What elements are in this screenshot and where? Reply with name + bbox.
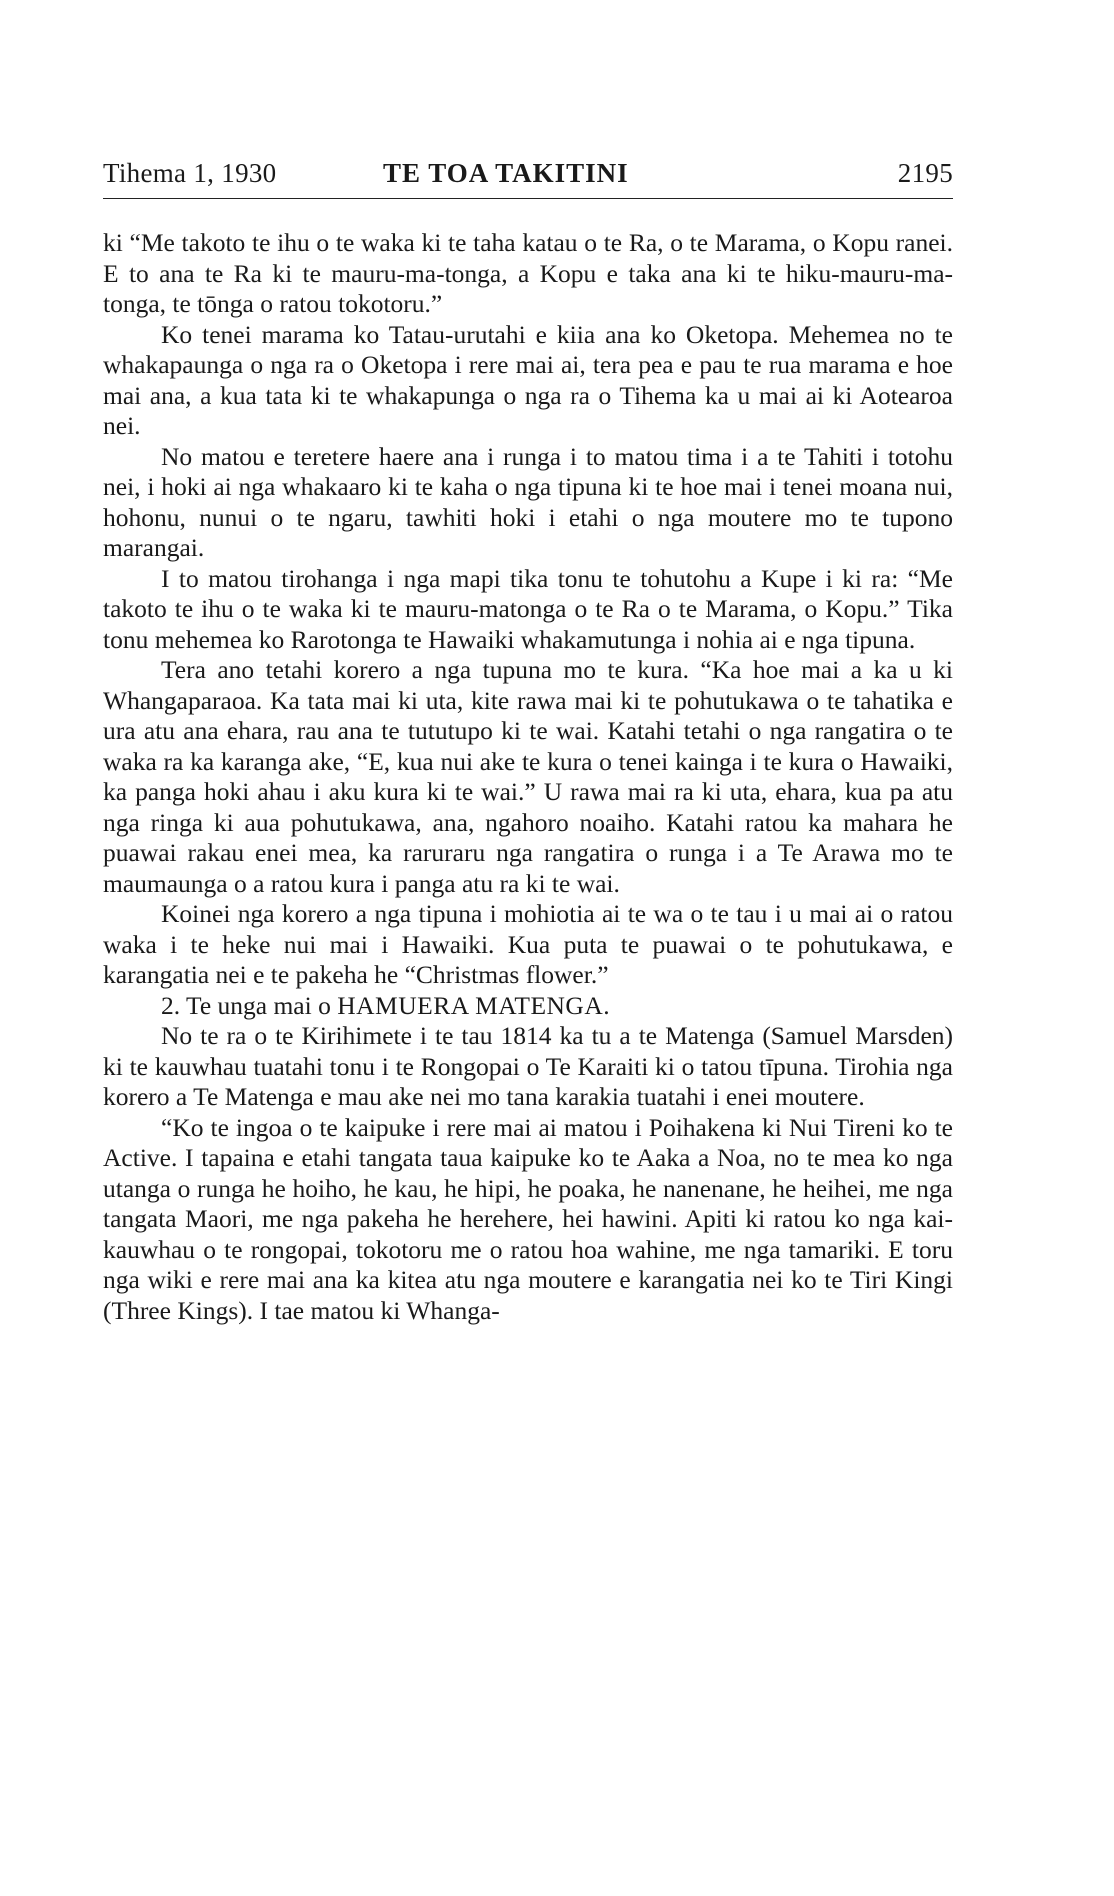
- header-page-number: 2195: [897, 158, 953, 188]
- paragraph-1: ki “Me takoto te ihu o te waka ki te taha katau o te Ra, o te Marama, o Kopu ranei. E to ana te Ra ki te mauru-ma-tonga, a Kopu e taka ana ki te hiku-mauru-ma-tonga, te tōnga o ratou tokotoru.”: [103, 228, 953, 318]
- paragraph-6: Koinei nga korero a nga tipuna i mohiotia ai te wa o te tau i u mai ai o ratou waka i te heke nui mai i Hawaiki. Kua puta te puawai o te pohutukawa, e karangatia nei e te pakeha he “Christmas flower.”: [103, 899, 953, 989]
- section-heading-number: 2. Te unga mai o: [161, 990, 331, 1020]
- paragraph-7: No te ra o te Kirihimete i te tau 1814 ka tu a te Matenga (Samuel Marsden) ki te kauwhau tuatahi tonu i te Rongopai o Te Karaiti ki o tatou tīpuna. Tirohia nga korero a Te Matenga e mau ake nei mo tana karakia tuatahi i enei moutere.: [103, 1021, 953, 1111]
- header-date: Tihema 1, 1930: [103, 158, 277, 188]
- paragraph-3: No matou e teretere haere ana i runga i to matou tima i a te Tahiti i totohu nei, i hoki ai nga whakaaro ki te kaha o nga tipuna ki te hoe mai i tenei moana nui, hohonu, nunui o te ngaru, tawhiti hoki i etahi o nga moutere mo te tupono marangai.: [103, 441, 953, 562]
- section-heading: [103, 991, 953, 1022]
- paragraph-2: Ko tenei marama ko Tatau-urutahi e kiia ana ko Oketopa. Mehemea no te whakapaunga o nga ra o Oketopa i rere mai ai, tera pea e pau te rua marama e hoe mai ana, a kua tata ki te whakapunga o nga ra o Tihema ka u mai ai ki Aotearoa nei.: [103, 319, 953, 440]
- paragraph-8: “Ko te ingoa o te kaipuke i rere mai ai matou i Poihakena ki Nui Tireni ko te Active. I tapaina e etahi tangata taua kaipuke ko te Aaka a Noa, no te mea ko nga utanga o runga he hoiho, he kau, he hipi, he poaka, he nanenane, he heihei, me nga tangata Maori, me nga pakeha he herehere, hei hawini. Apiti ki ratou ko nga kai-kauwhau o te rongopai, tokotoru me o ratou hoa wahine, me nga tamariki. E toru nga wiki e rere mai ana ka kitea atu nga moutere e karangatia nei ko te Tiri Kingi (Three Kings). I tae matou ki Whanga-: [103, 1112, 953, 1325]
- page-header: [103, 158, 953, 194]
- article-body: [103, 228, 953, 1326]
- paragraph-5: Tera ano tetahi korero a nga tupuna mo te kura. “Ka hoe mai a ka u ki Whangaparaoa. Ka tata mai ki uta, kite rawa mai ki te pohutukawa o te tahatika e ura atu ana ehara, rau ana te tututupo ki te wai. Katahi tetahi o nga rangatira o te waka ra ka karanga ake, “E, kua nui ake te kura o tenei kainga i te kura o Hawaiki, ka panga hoki ahau i aku kura ki te wai.” U rawa mai ra ki uta, ehara, kua pa atu nga ringa ki aua pohutukawa, ana, ngahoro noaiho. Katahi ratou ka mahara he puawai rakau enei mea, ka raruraru nga rangatira o runga i a Te Arawa mo te maumaunga o a ratou kura i panga atu ra ki te wai.: [103, 655, 953, 898]
- section-heading-name: HAMUERA MATENGA.: [337, 990, 611, 1020]
- header-rule: [103, 198, 953, 199]
- header-title: TE TOA TAKITINI: [383, 158, 629, 188]
- paragraph-4: I to matou tirohanga i nga mapi tika tonu te tohutohu a Kupe i ki ra: “Me takoto te ihu o te waka ki te mauru-matonga o te Ra o te Marama, o Kopu.” Tika tonu mehemea ko Rarotonga te Hawaiki whakamutunga i nohia ai e nga tipuna.: [103, 563, 953, 654]
